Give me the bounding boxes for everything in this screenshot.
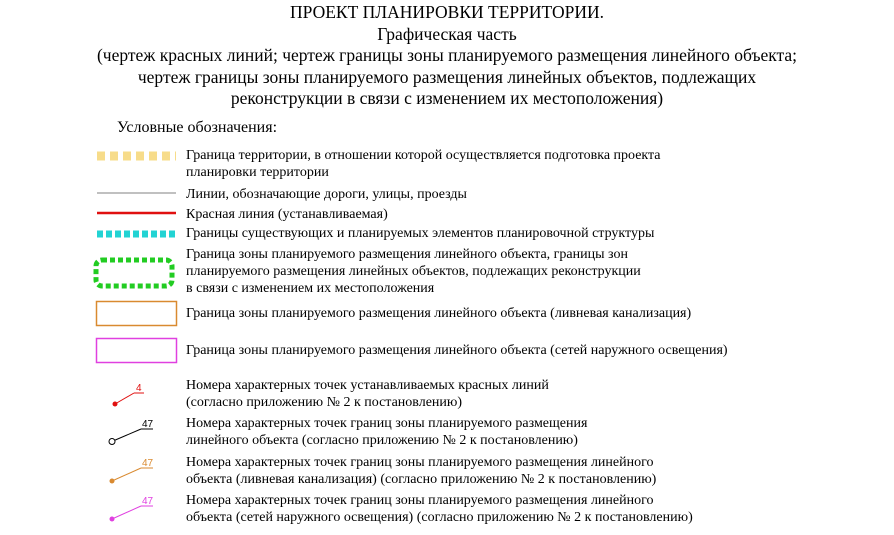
storm-drain-point-number: 47 <box>142 458 154 469</box>
legend-item-red-line: Красная линия (устанавливаемая) <box>186 207 388 222</box>
zone-point-marker <box>105 418 155 448</box>
legend-item-red-line-points: Номера характерных точек устанавливаемых красных линий (согласно приложению № 2 к постановлению) <box>186 378 549 410</box>
red-line-point-number: 4 <box>136 383 142 394</box>
lighting-network-point-marker <box>105 494 155 526</box>
storm-drain-zone-symbol <box>95 300 179 328</box>
document-subtitle: Графическая часть <box>377 23 517 44</box>
planning-structure-boundary-symbol <box>96 228 178 240</box>
document-description-line-2: чертеж границы зоны планируемого размещения линейных объектов, подлежащих <box>137 66 757 87</box>
legend-item-territory-boundary: Граница территории, в отношении которой осуществляется подготовка проекта планировки территории <box>186 148 661 180</box>
zone-point-number: 47 <box>142 419 154 430</box>
legend-item-linear-object-zone: Граница зоны планируемого размещения линейного объекта, границы зон планируемого размещения линейных объектов, подлежащих реконструкции в связи с изменением их местоположения <box>186 247 641 296</box>
legend-heading: Условные обозначения: <box>117 119 278 136</box>
linear-object-zone-symbol <box>92 256 178 290</box>
lighting-network-point-number: 47 <box>142 496 154 507</box>
legend-item-lighting-network-zone: Граница зоны планируемого размещения линейного объекта (сетей наружного освещения) <box>186 343 728 358</box>
legend-item-storm-drain-points: Номера характерных точек границ зоны планируемого размещения линейного объекта (ливневая канализация) (согласно приложению № 2 к постановлению) <box>186 455 657 487</box>
legend-item-lighting-network-points: Номера характерных точек границ зоны планируемого размещения линейного объекта (сетей наружного освещения) (согласно приложению № 2 к постановлению) <box>186 493 693 525</box>
document-title: ПРОЕКТ ПЛАНИРОВКИ ТЕРРИТОРИИ. <box>290 2 604 22</box>
roads-line-symbol <box>96 189 178 197</box>
legend-item-storm-drain-zone: Граница зоны планируемого размещения линейного объекта (ливневая канализация) <box>186 306 692 321</box>
storm-drain-point-marker <box>105 456 155 488</box>
lighting-network-zone-symbol <box>95 337 179 365</box>
red-line-symbol <box>96 209 178 217</box>
document-description-line-3: реконструкции в связи с изменением их местоположения) <box>230 88 664 108</box>
red-line-point-marker <box>108 378 148 410</box>
legend-item-zone-points: Номера характерных точек границ зоны планируемого размещения линейного объекта (согласно приложению № 2 к постановлению) <box>186 416 588 448</box>
legend-item-roads: Линии, обозначающие дороги, улицы, проезды <box>186 187 467 202</box>
territory-boundary-symbol <box>96 150 178 162</box>
document-description-line-1: (чертеж красных линий; чертеж границы зоны планируемого размещения линейного объекта; <box>96 45 798 65</box>
legend-item-planning-structure: Границы существующих и планируемых элементов планировочной структуры <box>186 226 655 241</box>
